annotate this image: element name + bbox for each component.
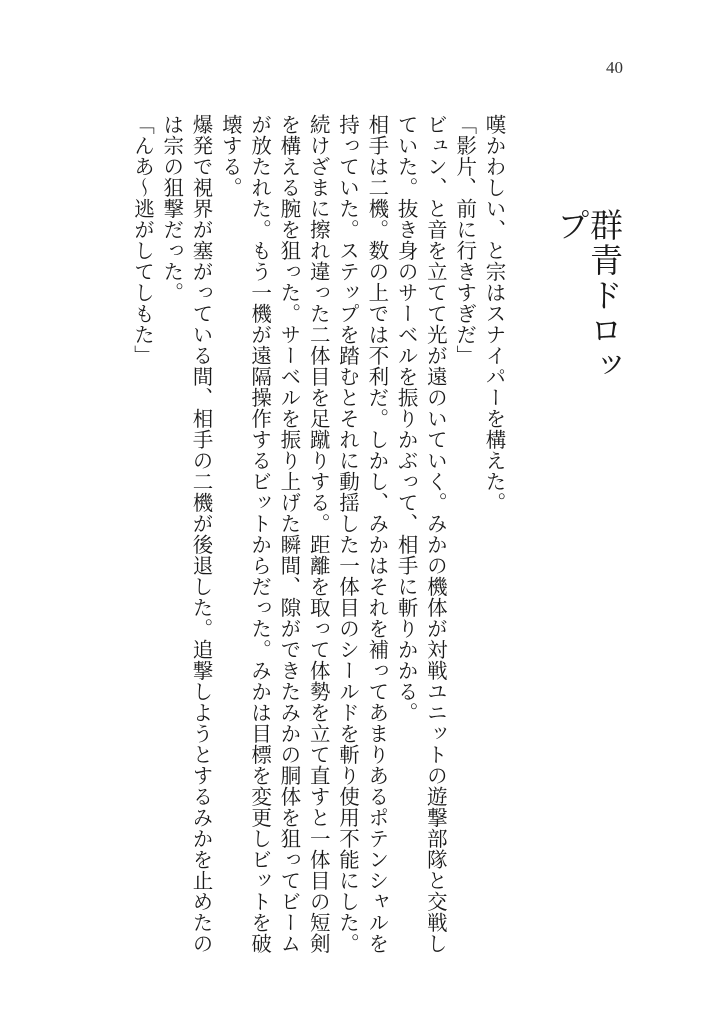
page-number: 40 [606,58,623,77]
paragraph: 相手は二機。数の上では不利だ。しかし、みかはそれを補ってあまりあるポテンシャルを持っていた。ステップを踏むとそれに動揺した一体目のシールドを斬り使用不能にした。続けざまに擦れ違った二体目を足蹴りする。距離を取って体勢を立て直すと一体目の短剣を構える腕を狙った。サーベルを振り上げた瞬間、隙ができたみかの胴体を狙ってビームが放たれた。もう一機が遠隔操作するビットからだった。みかは目標を変更しビットを破壊する。 [218,114,389,954]
paragraph: 「んあ～逃がしてしもた」 [130,114,155,366]
paragraph: 嘆かわしい、と宗はスナイパーを構えた。 [482,114,506,513]
body-text [127,114,508,974]
paragraph: 爆発で視界が塞がっている間、相手の二機が後退した。追撃しようとするみかを止めたのは宗の狙撃だった。 [159,114,214,954]
paragraph: ビュン、と音を立てて光が遠のいていく。みかの機体が対戦ユニットの遊撃部隊と交戦していた。抜き身のサーベルを振りかぶって、相手に斬りかかる。 [394,114,448,954]
chapter-title: 群青ドロップ [552,208,624,383]
paragraph: 「影片、前に行きすぎだ」 [452,114,477,366]
